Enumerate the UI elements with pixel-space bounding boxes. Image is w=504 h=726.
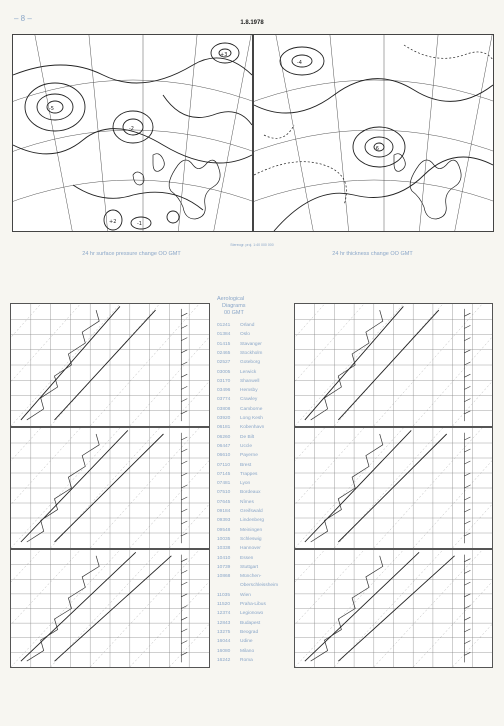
station-row: [217, 656, 299, 665]
aerological-diagram: [294, 549, 493, 668]
station-name: Schleswig: [240, 536, 262, 542]
station-name: Brest: [240, 462, 252, 468]
station-code: 03170: [217, 378, 231, 384]
aerological-diagram: [294, 427, 493, 549]
station-row: [217, 507, 299, 516]
station-code: 12374: [217, 611, 231, 617]
pressure-change-map-drawing: [13, 35, 252, 231]
diagram-drawing: [11, 550, 209, 667]
station-row: [217, 368, 299, 377]
station-code: 09393: [217, 518, 231, 524]
station-code: 09548: [217, 527, 231, 533]
station-code: 07110: [217, 462, 230, 468]
aerological-diagram: [10, 303, 210, 427]
station-name: Payerne: [240, 453, 258, 459]
station-name: Stavanger: [240, 341, 262, 347]
station-row: [217, 386, 299, 395]
station-code: 06181: [217, 425, 231, 431]
station-code: 07510: [217, 490, 231, 496]
station-row: [217, 488, 299, 497]
projection-note: Stereogr. proj. 1:40 000 000: [230, 243, 274, 247]
station-row: [217, 433, 299, 442]
station-row: [217, 637, 299, 646]
station-name: Greifswald: [240, 509, 263, 514]
station-row: [217, 544, 299, 553]
station-name: Udine: [240, 639, 253, 645]
station-name: Hemsby: [240, 388, 258, 394]
station-row: [217, 330, 299, 339]
station-name: Crawley: [240, 397, 258, 403]
diagram-drawing: [295, 550, 492, 667]
aerological-diagram: [10, 549, 210, 668]
pressure-change-map: [12, 34, 253, 232]
station-legend: [217, 296, 297, 663]
station-code: 01241: [217, 323, 231, 328]
station-code: 09184: [217, 509, 231, 514]
station-row: [217, 647, 299, 656]
station-name: Trappes: [240, 471, 258, 477]
station-row: [217, 535, 299, 544]
station-code: 10739: [217, 564, 231, 570]
station-row: [217, 591, 299, 600]
station-name: Oslo: [240, 332, 250, 338]
station-name: Praha-Libus: [240, 602, 266, 607]
station-row: [217, 395, 299, 404]
station-name: Stockholm: [240, 350, 263, 356]
station-name: Budapest: [240, 620, 261, 626]
station-name: Shanwell: [240, 378, 260, 384]
station-name: Beograd: [240, 629, 259, 635]
station-name: Uccle: [240, 443, 252, 449]
station-code: 12843: [217, 620, 231, 626]
station-row: [217, 572, 299, 581]
station-row: [217, 600, 299, 609]
station-row: [217, 442, 299, 451]
station-row: [217, 554, 299, 563]
station-row: [217, 321, 299, 330]
station-code: 13275: [217, 629, 231, 635]
station-code: 10338: [217, 546, 231, 552]
station-code: 01415: [217, 341, 231, 347]
station-name: Long Kesh: [240, 416, 263, 421]
pressure-map-caption: 24 hr surface pressure change OO GMT: [82, 251, 181, 257]
station-code: 03774: [217, 397, 231, 403]
station-name: Wien: [240, 592, 251, 598]
station-code: 16044: [217, 639, 231, 645]
legend-title-line: Diagrams: [222, 303, 246, 309]
station-name: Stuttgart: [240, 564, 259, 570]
station-name: Essen: [240, 555, 254, 561]
station-row: [217, 451, 299, 460]
svg-text:-6: -6: [374, 146, 379, 152]
station-row: [217, 619, 299, 628]
thickness-change-map-drawing: [254, 35, 493, 231]
station-code: 07145: [217, 471, 231, 477]
diagram-drawing: [11, 428, 209, 548]
station-code: 11520: [217, 602, 230, 607]
aerological-diagram: [10, 427, 210, 549]
station-row: [217, 423, 299, 432]
thickness-map-caption: 24 hr thickness change OO GMT: [332, 251, 413, 257]
station-code: 10868: [217, 574, 231, 580]
station-row: [217, 563, 299, 572]
station-code: 10410: [217, 555, 231, 561]
station-row: [217, 526, 299, 535]
station-code: 06260: [217, 434, 231, 440]
station-name: Legionowo: [240, 611, 264, 617]
station-row: [217, 349, 299, 358]
station-row: [217, 479, 299, 488]
svg-text:-1: -1: [137, 221, 142, 227]
station-code: 01384: [217, 332, 231, 338]
station-row: [217, 461, 299, 470]
station-row: [217, 516, 299, 525]
station-code: 06610: [217, 453, 231, 459]
svg-text:-5: -5: [49, 106, 54, 112]
station-row: [217, 581, 299, 590]
station-name: München-: [240, 574, 262, 580]
station-code: 16080: [217, 648, 231, 654]
station-row: [217, 358, 299, 367]
legend-title-line: 00 GMT: [224, 310, 244, 316]
aerological-diagram: [294, 303, 493, 427]
station-name: Bordeaux: [240, 490, 261, 496]
station-name: Goteborg: [240, 360, 261, 366]
svg-text:-4: -4: [297, 60, 302, 66]
station-code: 10035: [217, 536, 231, 542]
station-code: 03808: [217, 406, 231, 412]
legend-title-line: Aerological: [217, 296, 245, 302]
station-code: 02527: [217, 360, 231, 366]
station-code: 03920: [217, 416, 231, 421]
page-date: 1.8.1978: [240, 20, 264, 26]
svg-text:+3: +3: [220, 52, 228, 58]
station-row: [217, 609, 299, 618]
station-name: Lerwick: [240, 369, 257, 375]
station-code: 11035: [217, 592, 230, 598]
diagram-drawing: [11, 304, 209, 426]
station-name: Roma: [240, 657, 253, 663]
station-name: Meiningen: [240, 527, 263, 533]
station-row: [217, 498, 299, 507]
diagram-drawing: [295, 304, 492, 426]
station-name: Lyon: [240, 481, 251, 487]
thickness-change-map: [253, 34, 494, 232]
station-row: [217, 340, 299, 349]
station-code: 07645: [217, 499, 231, 505]
station-name: Nîmes: [240, 499, 254, 505]
station-code: 02465: [217, 350, 231, 356]
station-row: [217, 405, 299, 414]
page-number: – 8 –: [14, 14, 32, 23]
svg-text:-2: -2: [129, 126, 134, 132]
station-code: 03005: [217, 369, 231, 375]
station-name: Orland: [240, 323, 255, 328]
station-name: Lindenberg: [240, 518, 265, 524]
station-row: [217, 470, 299, 479]
station-row: [217, 414, 299, 423]
station-code: 07481: [217, 481, 231, 487]
station-row: [217, 377, 299, 386]
diagram-drawing: [295, 428, 492, 548]
station-name: Oberschleissheim: [240, 583, 279, 589]
station-name: Camborne: [240, 406, 263, 412]
svg-text:+2: +2: [109, 219, 117, 225]
station-code: 16242: [217, 657, 231, 663]
station-code: 03496: [217, 388, 231, 394]
station-name: Hannover: [240, 546, 261, 552]
station-name: Kobenhavn: [240, 425, 265, 431]
station-name: De Bilt: [240, 434, 255, 440]
station-row: [217, 628, 299, 637]
station-code: 06447: [217, 443, 231, 449]
station-name: Milano: [240, 648, 255, 654]
